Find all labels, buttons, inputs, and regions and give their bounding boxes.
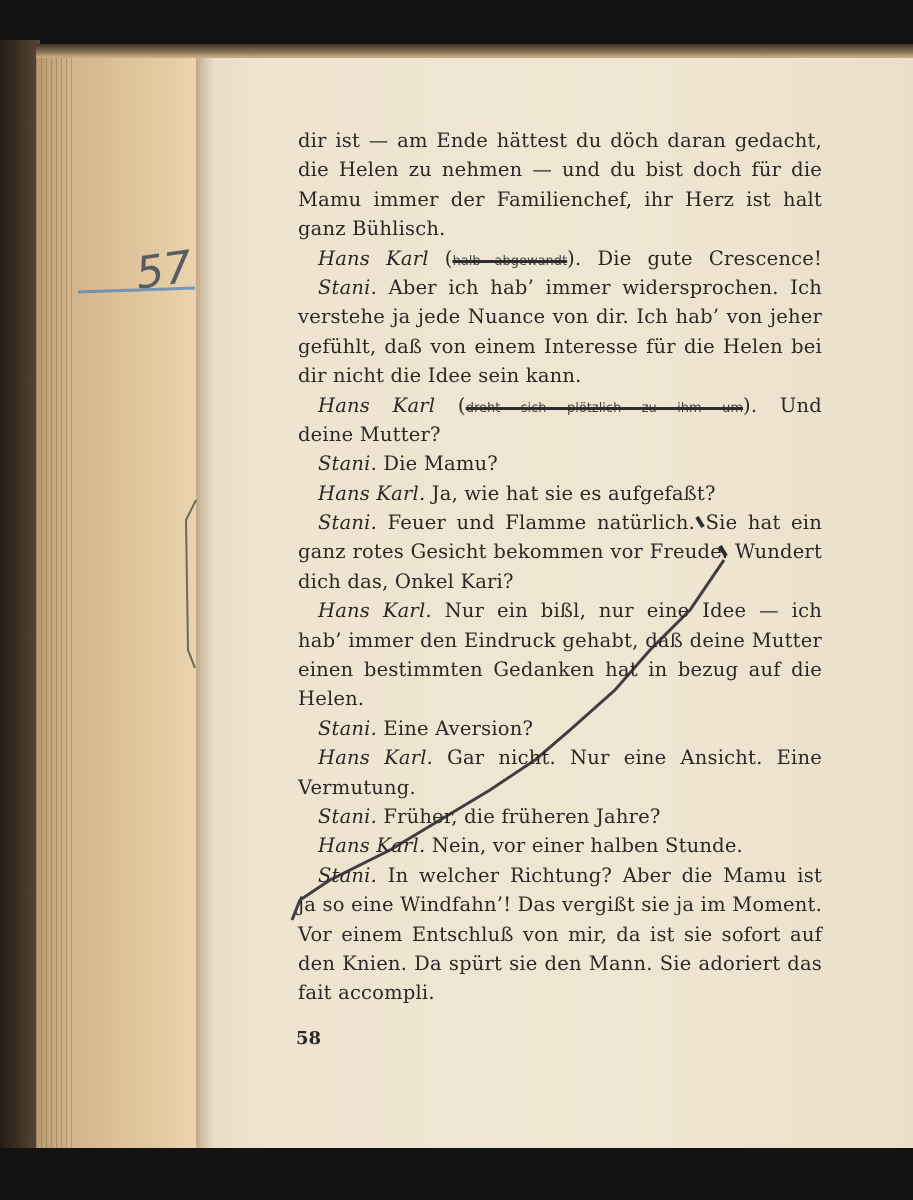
text-line (298, 684, 822, 713)
text-line (298, 861, 822, 890)
line-text: ganz Bühlisch. (298, 217, 446, 241)
line-text: deine Mutter? (298, 422, 441, 446)
text-line (298, 244, 822, 273)
margin-note: 57 (132, 241, 196, 300)
speaker-name: Hans Karl. (318, 481, 426, 505)
text-line (298, 920, 822, 949)
text-line (298, 185, 822, 214)
line-text: Feuer und Flamme natürlich. Sie hat ein (377, 511, 822, 535)
text-line (298, 302, 822, 331)
text-line (298, 479, 822, 508)
line-text: ). Die gute Crescence! (567, 246, 822, 270)
line-text: Eine Aversion? (377, 716, 534, 740)
book-cover-edge (0, 40, 40, 1150)
line-text: Die Mamu? (377, 452, 498, 476)
line-text: Aber ich hab’ immer widersprochen. Ich (377, 275, 822, 299)
line-text: Nein, vor einer halben Stunde. (425, 834, 743, 858)
speaker-name: Stani. (318, 863, 378, 887)
text-line (298, 155, 822, 184)
line-text: ganz rotes Gesicht bekommen vor Freude. Wundert (298, 540, 822, 564)
text-line (298, 655, 822, 684)
line-text: hab’ immer den Eindruck gehabt, daß deine Mutter (298, 628, 822, 652)
speaker-name: Stani. (318, 716, 378, 740)
text-line (298, 273, 822, 302)
line-text: Früher, die früheren Jahre? (377, 804, 661, 828)
text-line (298, 391, 822, 420)
text-line (298, 743, 822, 772)
book-gutter (196, 56, 214, 1148)
text-line (298, 361, 822, 390)
page-text (298, 126, 822, 1008)
line-text: ( (428, 246, 453, 270)
line-text: In welcher Richtung? Aber die Mamu ist (377, 863, 822, 887)
struck-stage-direction: dreht sich plötzlich zu ihm um (465, 400, 744, 416)
speaker-name: Stani. (318, 511, 378, 535)
line-text: dir ist — am Ende hättest du döch daran gedacht, (298, 129, 822, 152)
text-line (298, 949, 822, 978)
line-text: Gar nicht. Nur eine Ansicht. Eine (433, 746, 822, 770)
speaker-name: Stani. (318, 275, 378, 299)
line-text: Vermutung. (298, 775, 416, 799)
line-text: gefühlt, daß von einem Interesse für die Helen bei (298, 334, 822, 358)
line-text: ). Und (743, 393, 822, 417)
speaker-name: Stani. (318, 804, 378, 828)
text-line (298, 126, 822, 155)
text-line (298, 714, 822, 743)
page-number: 58 (296, 1028, 322, 1049)
speaker-name: Stani. (318, 452, 378, 476)
line-text: Ja, wie hat sie es aufgefaßt? (425, 481, 716, 505)
text-line (298, 978, 822, 1007)
line-text: ( (435, 393, 466, 417)
line-text: Nur ein bißl, nur eine Idee — ich (431, 599, 822, 623)
speaker-name: Hans Karl. (318, 834, 426, 858)
text-line (298, 596, 822, 625)
text-line (298, 508, 822, 537)
text-line (298, 626, 822, 655)
text-line (298, 802, 822, 831)
speaker-name: Hans Karl (318, 246, 429, 270)
speaker-name: Hans Karl (318, 393, 436, 417)
speaker-name: Hans Karl. (318, 746, 434, 770)
page-edges (36, 54, 76, 1152)
text-line (298, 214, 822, 243)
text-line (298, 332, 822, 361)
text-line (298, 773, 822, 802)
struck-stage-direction: halb abgewandt (452, 253, 568, 269)
line-text: Mamu immer der Familienchef, ihr Herz ist halt (298, 187, 822, 211)
background-top (0, 0, 913, 48)
line-text: Vor einem Entschluß von mir, da ist sie sofort auf (298, 922, 822, 946)
line-text: ja so eine Windfahn’! Das vergißt sie ja im Moment. (298, 893, 822, 917)
line-text: einen bestimmten Gedanken hat in bezug auf die (298, 658, 822, 682)
line-text: die Helen zu nehmen — und du bist doch für die (298, 158, 822, 182)
text-line (298, 567, 822, 596)
line-text: Helen. (298, 687, 365, 711)
line-text: fait accompli. (298, 981, 435, 1005)
background-bottom (0, 1148, 913, 1200)
line-text: verstehe ja jede Nuance von dir. Ich hab’ von jeher (298, 305, 822, 329)
text-line (298, 449, 822, 478)
text-line (298, 420, 822, 449)
text-line (298, 890, 822, 919)
text-line (298, 537, 822, 566)
line-text: den Knien. Da spürt sie den Mann. Sie adoriert das (298, 951, 822, 975)
text-line (298, 831, 822, 860)
line-text: dir nicht die Idee sein kann. (298, 364, 582, 388)
speaker-name: Hans Karl. (318, 599, 432, 623)
line-text: dich das, Onkel Kari? (298, 569, 514, 593)
page-top-edge (36, 44, 913, 58)
